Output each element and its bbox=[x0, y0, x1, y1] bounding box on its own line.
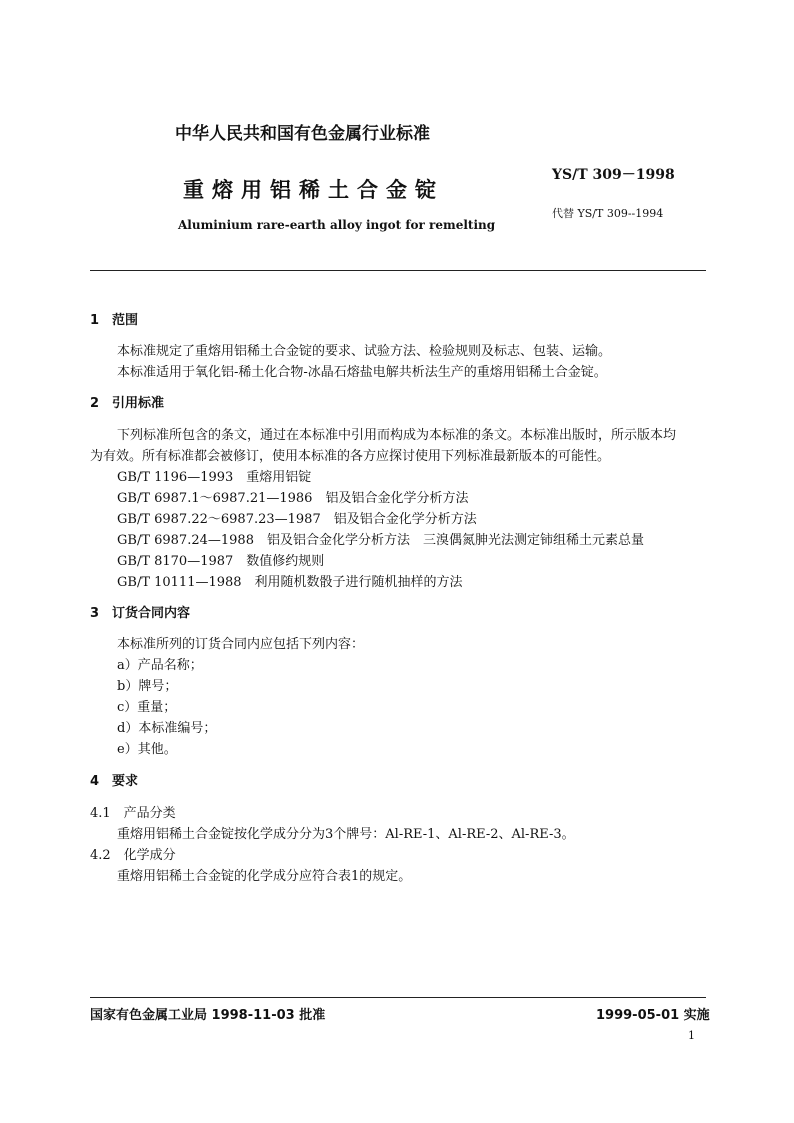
reference-item: GB/T 1196—1993 重熔用铝锭 bbox=[117, 470, 312, 485]
list-item: a）产品名称； bbox=[117, 658, 203, 673]
section-3-intro: 本标准所列的订货合同内应包括下列内容： bbox=[117, 637, 365, 652]
section-4-2-heading: 4.2 化学成分 bbox=[90, 848, 176, 863]
list-item: d）本标准编号； bbox=[117, 721, 217, 736]
section-4-1-text: 重熔用铝稀土合金锭按化学成分分为3个牌号：Al-RE-1、Al-RE-2、Al-RE-3。 bbox=[117, 827, 575, 842]
list-item: c）重量； bbox=[117, 700, 177, 715]
document-title-en: Aluminium rare-earth alloy ingot for remelting bbox=[178, 218, 496, 232]
section-1-paragraph-2: 本标准适用于氧化铝-稀土化合物-冰晶石熔盐电解共析法生产的重熔用铝稀土合金锭。 bbox=[117, 365, 607, 380]
effective-date: 1999-05-01 实施 bbox=[596, 1008, 710, 1023]
reference-item: GB/T 10111—1988 利用随机数骰子进行随机抽样的方法 bbox=[117, 575, 463, 590]
list-item: b）牌号； bbox=[117, 679, 178, 694]
section-1-heading: 1 范围 bbox=[90, 313, 139, 328]
footer-rule bbox=[90, 997, 706, 998]
reference-item: GB/T 8170—1987 数值修约规则 bbox=[117, 554, 325, 569]
reference-item: GB/T 6987.1～6987.21—1986 铝及铝合金化学分析方法 bbox=[117, 491, 469, 506]
approval-line: 国家有色金属工业局 1998-11-03 批准 bbox=[90, 1008, 326, 1023]
replaces-code: 代替 YS/T 309--1994 bbox=[552, 207, 664, 220]
section-4-heading: 4 要求 bbox=[90, 774, 139, 789]
list-item: e）其他。 bbox=[117, 742, 177, 757]
reference-item: GB/T 6987.22～6987.23—1987 铝及铝合金化学分析方法 bbox=[117, 512, 477, 527]
section-1-paragraph-1: 本标准规定了重熔用铝稀土合金锭的要求、试验方法、检验规则及标志、包装、运输。 bbox=[117, 344, 612, 359]
standard-category: 中华人民共和国有色金属行业标准 bbox=[175, 124, 430, 144]
section-2-intro-line-2: 为有效。所有标准都会被修订，使用本标准的各方应探讨使用下列标准最新版本的可能性。 bbox=[90, 449, 611, 464]
section-4-1-heading: 4.1 产品分类 bbox=[90, 806, 176, 821]
standard-code: YS/T 309－1998 bbox=[552, 167, 675, 183]
header-rule bbox=[90, 270, 706, 271]
reference-item: GB/T 6987.24—1988 铝及铝合金化学分析方法 三溴偶氮胂光法测定铈组稀土元素总量 bbox=[117, 533, 644, 548]
section-4-2-text: 重熔用铝稀土合金锭的化学成分应符合表1的规定。 bbox=[117, 869, 412, 884]
section-2-intro-line-1: 下列标准所包含的条文，通过在本标准中引用而构成为本标准的条文。本标准出版时，所示版本均 bbox=[117, 428, 677, 443]
section-3-heading: 3 订货合同内容 bbox=[90, 606, 191, 621]
page-number: 1 bbox=[688, 1029, 695, 1042]
section-2-heading: 2 引用标准 bbox=[90, 396, 165, 411]
document-title-cn: 重熔用铝稀土合金锭 bbox=[183, 178, 444, 202]
